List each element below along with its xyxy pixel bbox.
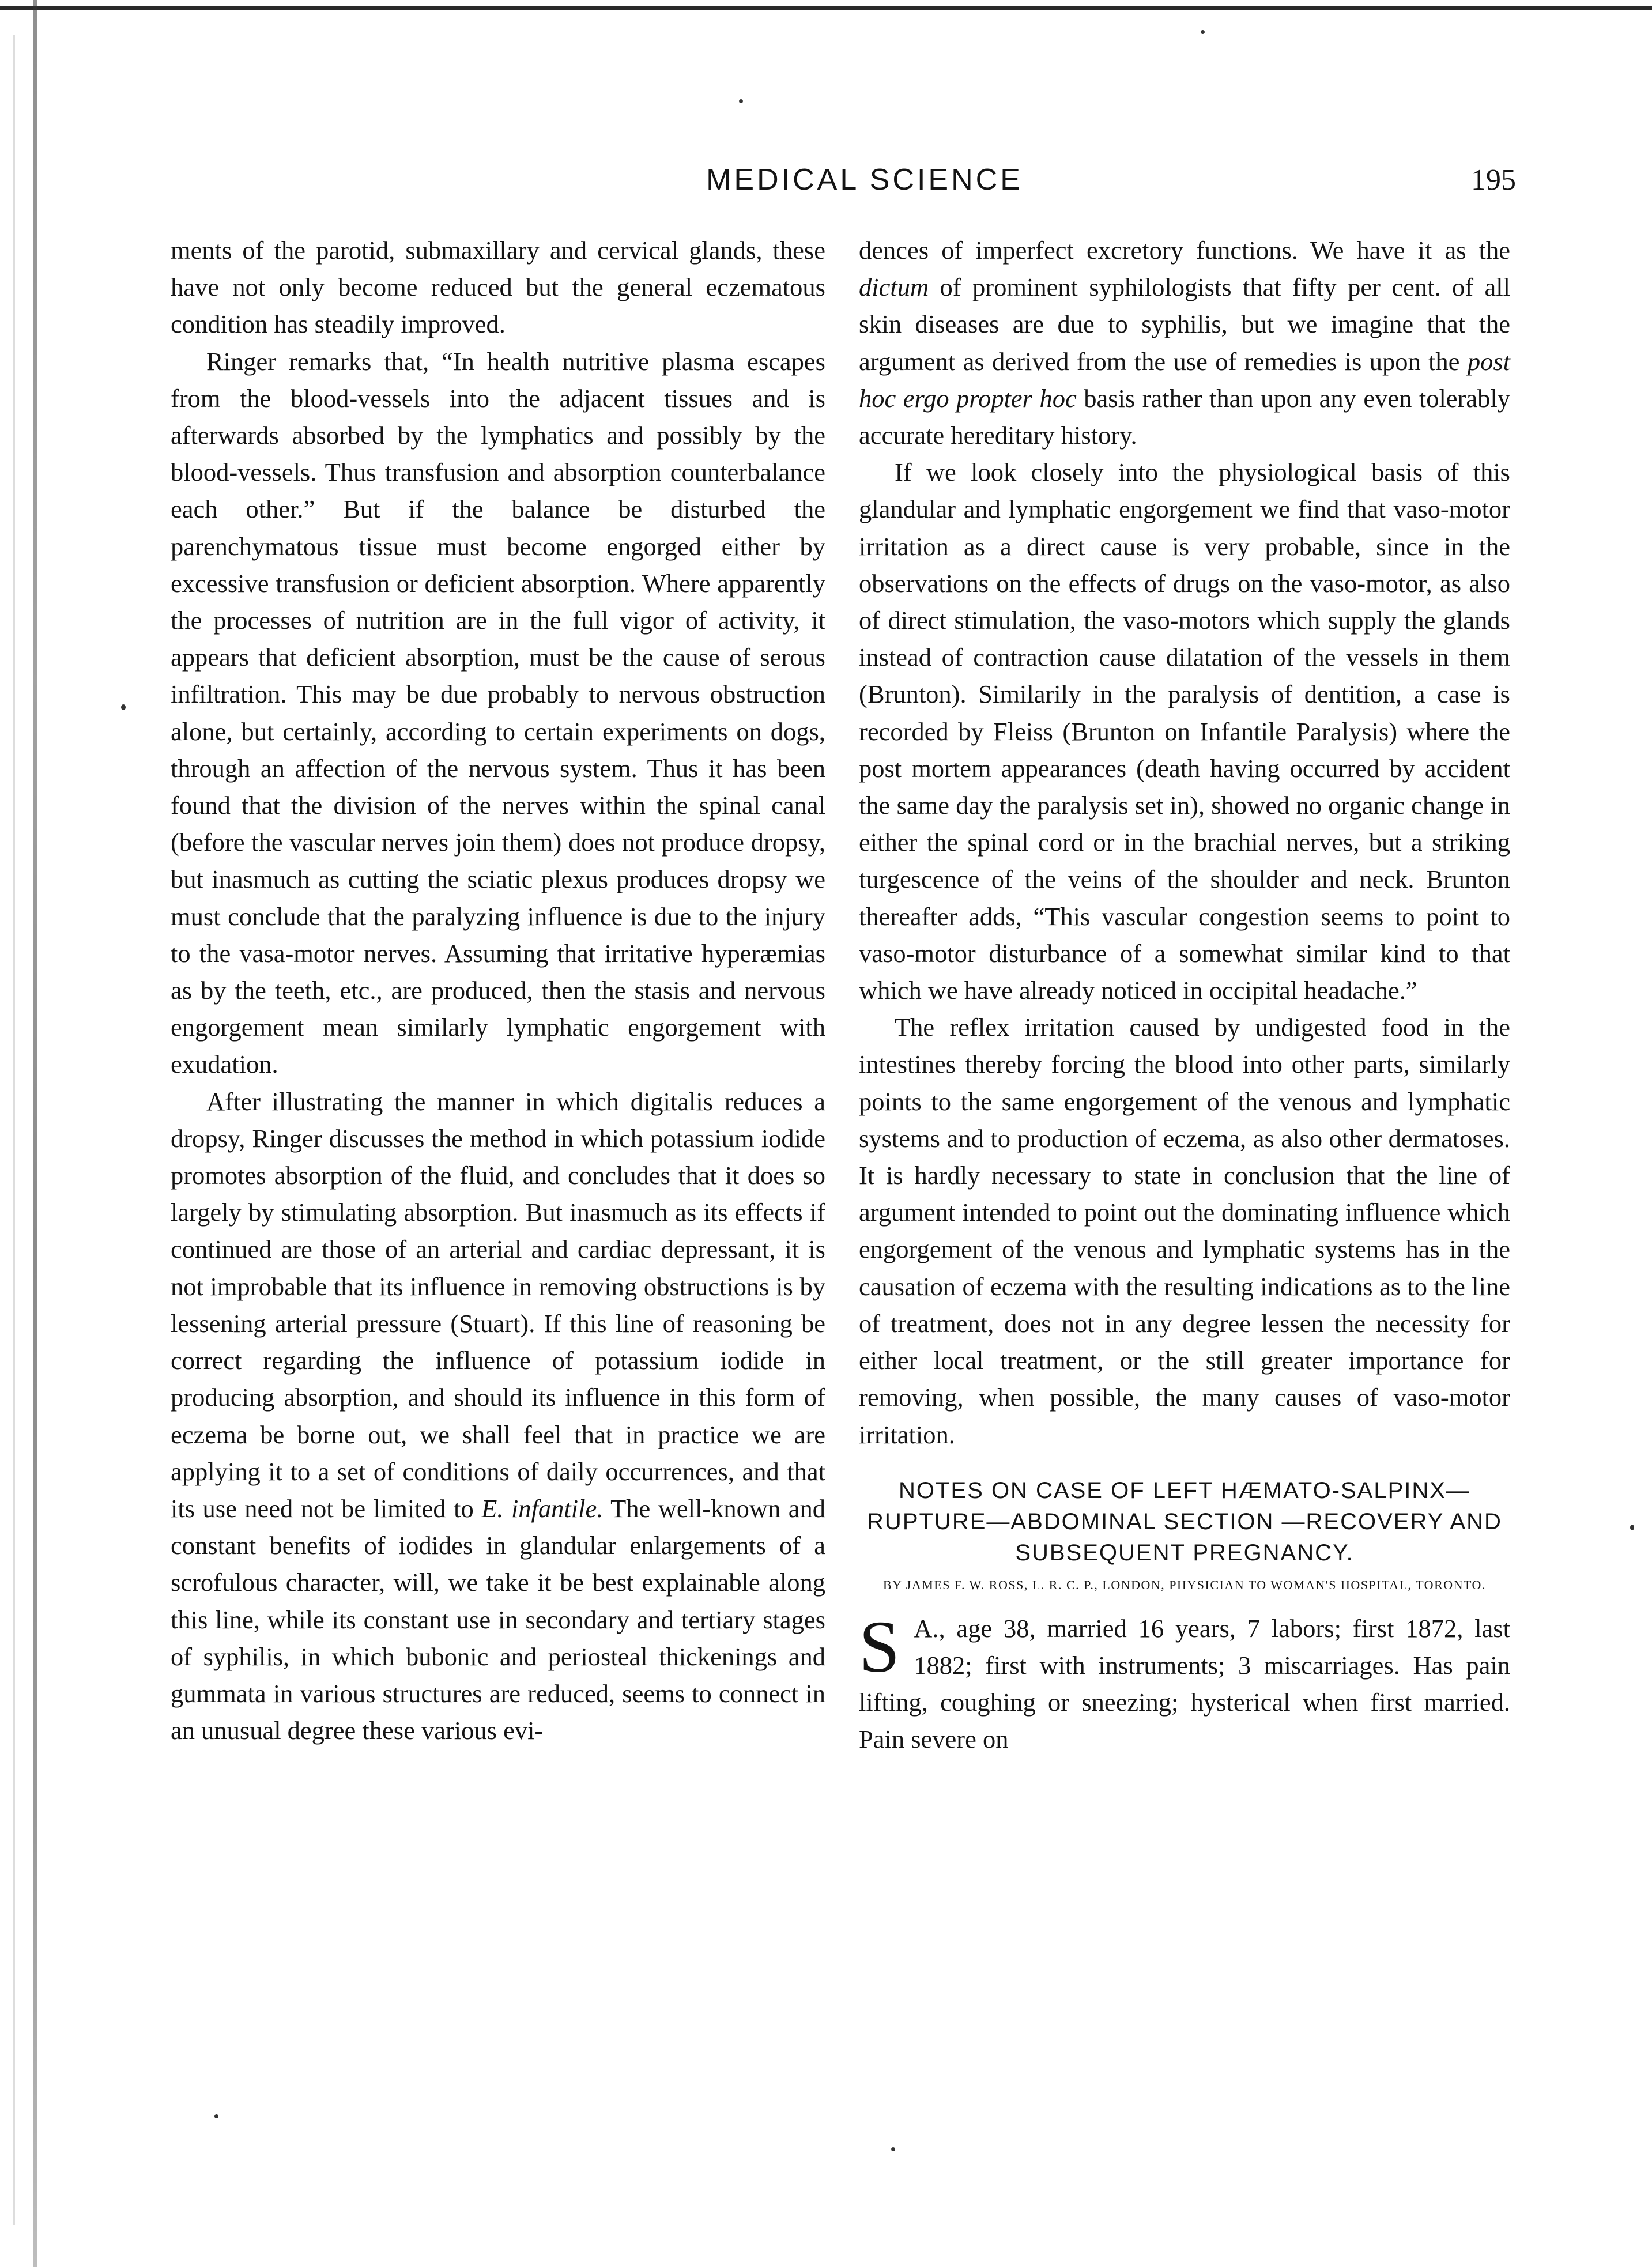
- left-paragraph-1: ments of the parotid, submaxillary and cervical glands, these have not only become reduced but the general eczematous condition has steadily improved.: [171, 236, 825, 339]
- left-paragraph-3-text: After illustrating the manner in which digitalis reduces a dropsy, Ringer discusses the method in which potassium iodide promotes absorption of the fluid, and concludes that it does so largely by stimulating absorption. But inasmuch as its effects if continued are those of an arterial and cardiac depressant, it is not improbable that its influence in removing obstructions is by lessening arterial pressure (Stuart). If this line of reasoning be correct regarding the influence of potassium iodide in producing absorption, and should its influence in this form of eczema be borne out, we shall feel that in practice we are applying it to a set of conditions of daily occurrences, and that its use need not be limited to: [171, 1087, 825, 1523]
- page-number: 195: [1471, 164, 1516, 197]
- right-paragraph-3: The reflex irritation caused by undigested food in the intestines thereby forcing the blood into other parts, similarly points to the same engorgement of the venous and lymphatic systems and to production of eczema, as also other dermatoses. It is hardly necessary to state in conclusion that the line of argument intended to point out the dominating influence which engorgement of the venous and lymphatic systems has in the causation of eczema with the resulting indications as to the line of treatment, does not in any degree lessen the necessity for either local treatment, or the still greater importance for removing, when possible, the many causes of vaso-motor irritation.: [859, 1013, 1510, 1449]
- print-speck: [739, 99, 743, 103]
- left-paragraph-3-continuation: The well-known and constant benefits of iodides in glandular enlargements of a scrofulous character, will, we take it be best explainable along this line, while its constant use in secondary and tertiary stages of syphilis, in which bubonic and periosteal thickenings and gummata in various structures are reduced, seems to connect in an unusual degree these various evi-: [171, 1493, 825, 1745]
- left-paragraph-3: [171, 1083, 825, 1749]
- print-speck: [891, 2147, 895, 2151]
- right-p1-part-c: basis rather than upon any even tolerably accurate hereditary history.: [859, 383, 1510, 450]
- article-byline: BY JAMES F. W. ROSS, L. R. C. P., LONDON, PHYSICIAN TO WOMAN'S HOSPITAL, TORONTO.: [883, 1577, 1486, 1592]
- binding-edge: [33, 0, 37, 2267]
- print-speck: [1630, 1525, 1634, 1530]
- binding-shadow: [13, 35, 15, 2225]
- right-paragraph-1: [859, 232, 1510, 454]
- print-speck: [1201, 30, 1205, 34]
- italic-dictum: dictum: [859, 273, 929, 302]
- page-top-rule: [0, 6, 1652, 10]
- right-p1-part-b: of prominent syphilologists that fifty per cent. of all skin diseases are due to syphilis, but we imagine that the argument as derived from the use of remedies is upon the: [859, 273, 1511, 376]
- left-column: [171, 232, 825, 1749]
- italic-term: E. infantile.: [481, 1493, 604, 1523]
- article-body-start: [859, 1605, 1510, 1758]
- right-column: [859, 232, 1510, 1758]
- print-speck: [121, 704, 126, 710]
- drop-cap: S: [859, 1605, 900, 1688]
- article-title: NOTES ON CASE OF LEFT HÆMATO-SALPINX—RUPTURE—ABDOMINAL SECTION —RECOVERY AND SUBSEQUENT PREGNANCY.: [867, 1477, 1502, 1566]
- right-p1-part-a: dences of imperfect excretory functions. We have it as the: [859, 236, 1510, 265]
- running-head: MEDICAL SCIENCE: [706, 163, 1023, 197]
- left-paragraph-2: Ringer remarks that, “In health nutritive plasma escapes from the blood-vessels into the adjacent tissues and is afterwards absorbed by the lymphatics and possibly by the blood-vessels. Thus transfusion and absorption counterbalance each other.” But if the balance be disturbed the parenchymatous tissue must become engorged either by excessive transfusion or deficient absorption. Where apparently the processes of nutrition are in the full vigor of activity, it appears that deficient absorption, must be the cause of serous infiltration. This may be due probably to nervous obstruction alone, but certainly, according to certain experiments on dogs, through an affection of the nervous system. Thus it has been found that the division of the nerves within the spinal canal (before the vascular nerves join them) does not produce dropsy, but inasmuch as cutting the sciatic plexus produces dropsy we must conclude that the paralyzing influence is due to the injury to the vasa-motor nerves. Assuming that irritative hyperæmias as by the teeth, etc., are produced, then the stasis and nervous engorgement mean similarly lymphatic engorgement with exudation.: [171, 346, 825, 1079]
- italic-latin-phrase: post hoc ergo propter hoc: [859, 346, 1511, 413]
- print-speck: [214, 2114, 218, 2118]
- article-body-text: A., age 38, married 16 years, 7 labors; first 1872, last 1882; first with instruments; 3 miscarriages. Has pain lifting, coughing or sneezing; hysterical when first married. Pain severe on: [859, 1613, 1510, 1754]
- right-paragraph-2: If we look closely into the physiological basis of this glandular and lymphatic engorgement we find that vaso-motor irritation as a direct cause is very probable, since in the observations on the effects of drugs on the vaso-motor, as also of direct stimulation, the vaso-motors which supply the glands instead of contraction cause dilatation of the vessels in them (Brunton). Similarily in the paralysis of dentition, a case is recorded by Fleiss (Brunton on Infantile Paralysis) where the post mortem appearances (death having occurred by accident the same day the paralysis set in), showed no organic change in either the spinal cord or in the brachial nerves, but a striking turgescence of the veins of the shoulder and neck. Brunton thereafter adds, “This vascular congestion seems to point to vaso-motor disturbance of a somewhat similar kind to that which we have already noticed in occipital headache.”: [859, 458, 1510, 1005]
